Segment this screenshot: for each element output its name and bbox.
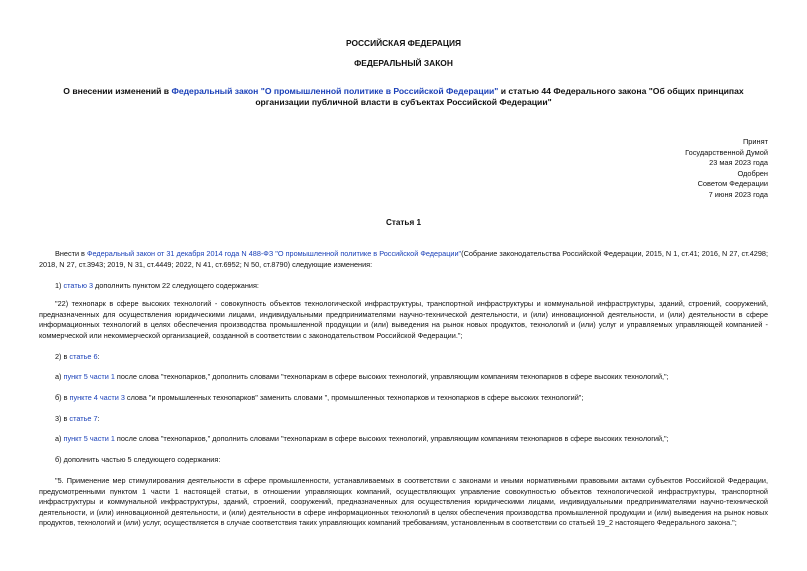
item-3a xyxy=(39,434,768,445)
accepted-date: 23 мая 2023 года xyxy=(709,158,768,168)
item-2a-suffix: после слова "технопарков," дополнить словами "технопаркам в сфере высоких технологий, управляющим компаниям технопарков в сфере высоких технологий,"; xyxy=(114,372,669,381)
intro-paragraph xyxy=(39,249,768,270)
item-3b-quote: "5. Применение мер стимулирования деятельности в сфере промышленности, устанавливаемых в соответствии с законами и иными нормативными правовыми актами субъектов Российской Федерации, предусмотренными пунктом 1 части 1 настоящей статьи, в отношении управляющих компаний, осуществляющих управление совокупностью объектов технологической инфраструктуры, транспортной инфраструктуры и коммунальной инфраструктуры, зданий, строений, сооружений, предназначенных для осуществления юридическими лицами, индивидуальными предпринимателями научно-технической деятельности, и (или) инновационной деятельности, и (или) деятельности в сфере информационных технологий в целях обеспечения производства промышленной продукции и (или) выведения на рынок новых продуктов, технологий и (или) услуг, осуществляется в случае соответствия таких управляющих компаний требованиям, установленным в соответствии со статьей 19_2 настоящего Федерального закона."; xyxy=(39,476,768,528)
item-2a-prefix: а) xyxy=(55,372,64,381)
intro-suffix: (Собрание законодательства Российской Федерации, 2015, N 1, ст.41; 2016, N 27, ст.4298; 2018, N 27, ст.3943; 2019, N 31, ст.4449; 2022, N 41, ст.6952; N 50, ст.8790) следующие изменения: xyxy=(39,249,768,269)
item-3-link[interactable]: статье 7 xyxy=(69,414,98,423)
item-2-suffix: : xyxy=(97,352,100,361)
accepted-line: Принят xyxy=(742,137,768,146)
law-title xyxy=(48,86,759,108)
item-2b-link[interactable]: пункте 4 части 3 xyxy=(69,393,125,402)
item-1 xyxy=(39,281,768,292)
item-1-suffix: дополнить пунктом 22 следующего содержания: xyxy=(93,281,259,290)
item-3b: б) дополнить частью 5 следующего содержания: xyxy=(55,455,221,464)
country-heading: РОССИЙСКАЯ ФЕДЕРАЦИЯ xyxy=(345,38,462,48)
item-2b-suffix: слова "и промышленных технопарков" заменить словами ", промышленных технопарков и технопарков в сфере высоких технологий"; xyxy=(124,393,584,402)
intro-law-link[interactable]: Федеральный закон от 31 декабря 2014 года N 488-ФЗ "О промышленной политике в Российской Федерации" xyxy=(86,249,462,258)
accepted-by: Государственной Думой xyxy=(685,147,768,157)
item-3 xyxy=(39,414,768,425)
item-1-prefix: 1) xyxy=(55,281,64,290)
item-2a xyxy=(39,372,768,383)
item-1-link[interactable]: статью 3 xyxy=(63,281,94,290)
item-2b xyxy=(39,393,768,404)
doc-type-heading: ФЕДЕРАЛЬНЫЙ ЗАКОН xyxy=(354,58,453,68)
title-law-link[interactable]: Федеральный закон "О промышленной политике в Российской Федерации" xyxy=(171,86,499,96)
approved-date: 7 июня 2023 года xyxy=(708,189,768,199)
item-3a-link[interactable]: пункт 5 части 1 xyxy=(63,434,115,443)
article-heading: Статья 1 xyxy=(385,218,422,227)
item-3-prefix: 3) в xyxy=(55,414,70,423)
title-prefix: О внесении изменений в xyxy=(63,86,172,96)
item-2b-prefix: б) в xyxy=(55,393,70,402)
item-1-quote: "22) технопарк в сфере высоких технологий - совокупность объектов технологической инфраструктуры, транспортной инфраструктуры и коммунальной инфраструктуры, зданий, строений, сооружений, предназначенных для осуществления юридическими лицами, индивидуальными предпринимателями научно-технической деятельности, и (или) инновационной деятельности, и (или) деятельности в сфере информационных технологий в целях обеспечения производства промышленной продукции и (или) выведения на рынок новых продуктов, технологий и (или) услуг и управляемых управляющей компанией - коммерческой или некоммерческой организацией, созданной в соответствии с законодательством Российской Федерации."; xyxy=(39,299,768,340)
item-2-prefix: 2) в xyxy=(55,352,70,361)
item-2 xyxy=(39,352,768,363)
intro-prefix: Внести в xyxy=(55,249,87,258)
approved-by: Советом Федерации xyxy=(697,179,768,189)
approved-line: Одобрен xyxy=(737,168,768,178)
item-2a-link[interactable]: пункт 5 части 1 xyxy=(63,372,115,381)
item-3a-prefix: а) xyxy=(55,434,64,443)
item-2-link[interactable]: статье 6 xyxy=(69,352,98,361)
title-rest: и статью 44 Федерального закона "Об общих принципах организации публичной власти в субъектах Российской Федерации" xyxy=(255,86,744,107)
item-3a-suffix: после слова "технопарков," дополнить словами "технопаркам в сфере высоких технологий, управляющим компаниям технопарков в сфере высоких технологий,"; xyxy=(114,434,669,443)
acceptance-block xyxy=(685,137,768,201)
item-3-suffix: : xyxy=(97,414,100,423)
